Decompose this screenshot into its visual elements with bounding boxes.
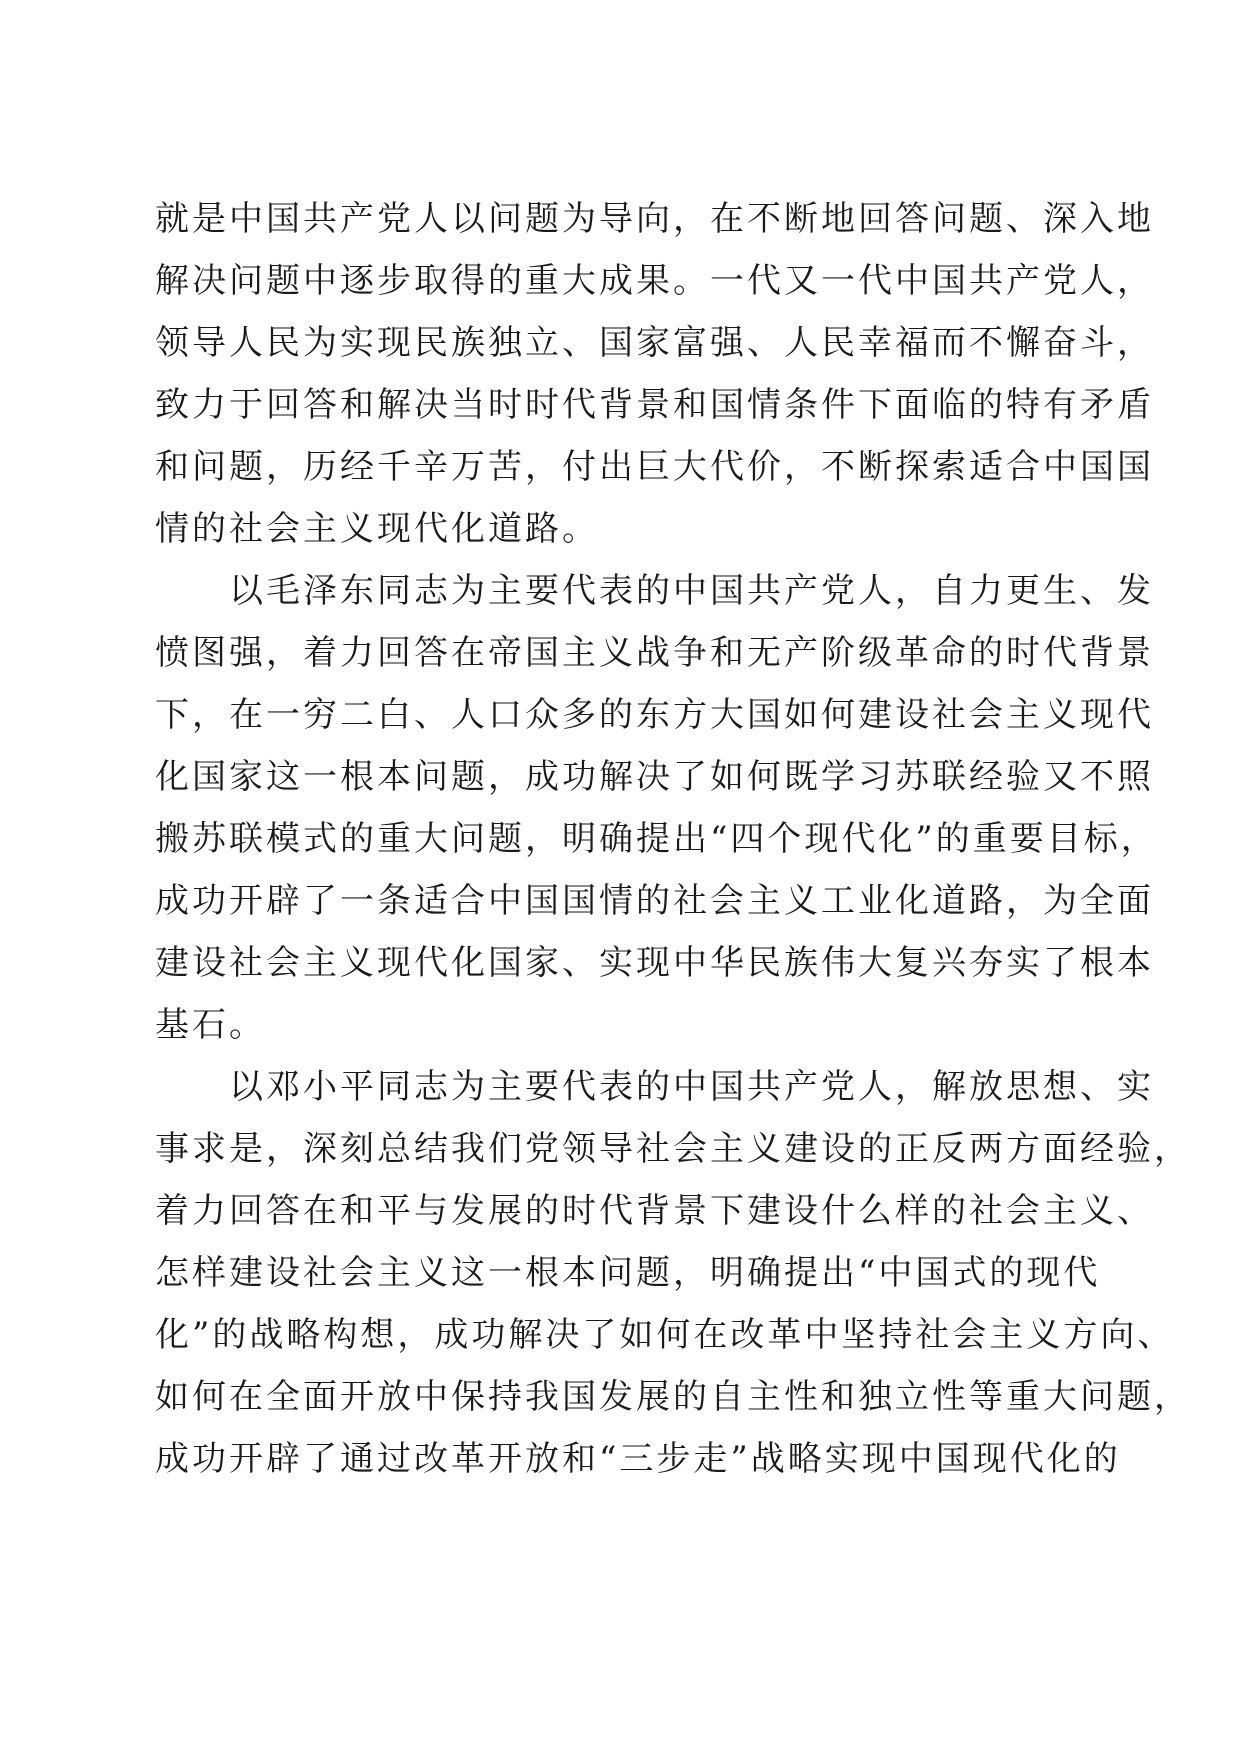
text-line: 情的社会主义现代化道路。	[155, 509, 599, 549]
text-line: 和问题，历经千辛万苦，付出巨大代价，不断探索适合中国国	[155, 447, 1154, 487]
text-line: 搬苏联模式的重大问题，明确提出“四个现代化”的重要目标，	[155, 819, 1158, 859]
text-line: 事求是，深刻总结我们党领导社会主义建设的正反两方面经验，	[155, 1129, 1191, 1169]
paragraph-first-line: 以毛泽东同志为主要代表的中国共产党人，自力更生、发	[229, 571, 1154, 611]
text-line: 成功开辟了一条适合中国国情的社会主义工业化道路，为全面	[155, 881, 1154, 921]
body-text	[155, 188, 1191, 1490]
text-line: 解决问题中逐步取得的重大成果。一代又一代中国共产党人，	[155, 261, 1154, 301]
text-line: 化”的战略构想，成功解决了如何在改革中坚持社会主义方向、	[155, 1315, 1175, 1355]
text-line: 如何在全面开放中保持我国发展的自主性和独立性等重大问题，	[155, 1377, 1191, 1417]
text-line: 基石。	[155, 1005, 266, 1045]
text-line: 领导人民为实现民族独立、国家富强、人民幸福而不懈奋斗，	[155, 323, 1154, 363]
text-line: 成功开辟了通过改革开放和“三步走”战略实现中国现代化的	[155, 1439, 1121, 1479]
text-line: 就是中国共产党人以问题为导向，在不断地回答问题、深入地	[155, 199, 1154, 239]
text-line: 致力于回答和解决当时时代背景和国情条件下面临的特有矛盾	[155, 385, 1154, 425]
text-line: 下，在一穷二白、人口众多的东方大国如何建设社会主义现代	[155, 695, 1154, 735]
text-line: 愤图强，着力回答在帝国主义战争和无产阶级革命的时代背景	[155, 633, 1154, 673]
text-line: 化国家这一根本问题，成功解决了如何既学习苏联经验又不照	[155, 757, 1154, 797]
paragraph-first-line: 以邓小平同志为主要代表的中国共产党人，解放思想、实	[229, 1067, 1154, 1107]
text-line: 着力回答在和平与发展的时代背景下建设什么样的社会主义、	[155, 1191, 1154, 1231]
text-line: 建设社会主义现代化国家、实现中华民族伟大复兴夯实了根本	[155, 943, 1154, 983]
text-line: 怎样建设社会主义这一根本问题，明确提出“中国式的现代	[155, 1253, 1101, 1293]
